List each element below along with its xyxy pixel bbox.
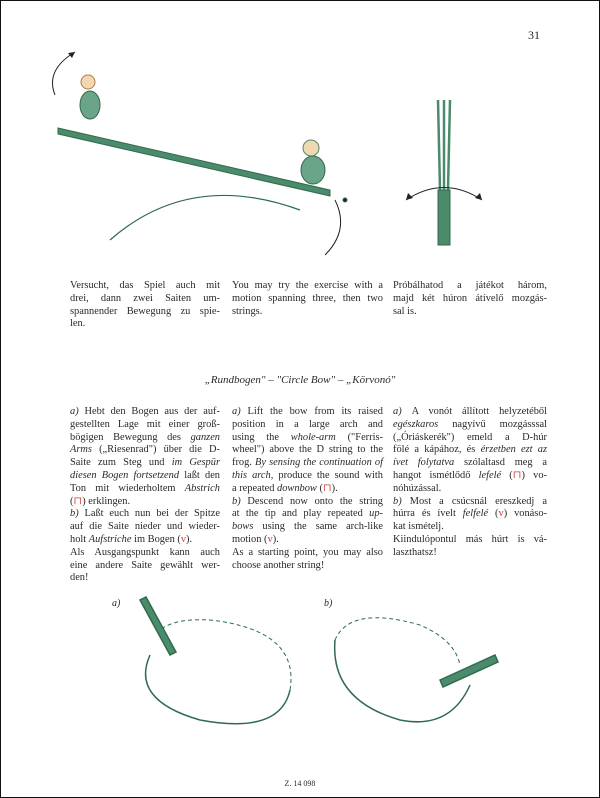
text-segment: downbow (277, 482, 317, 494)
bow-illustration (406, 100, 482, 245)
text-line (393, 406, 547, 419)
text-line (393, 547, 547, 560)
text-segment: Arms (70, 444, 92, 456)
text-line (232, 406, 383, 419)
text-line (232, 293, 383, 306)
text-segment: nóhúzással. (393, 482, 442, 494)
text-segment: As a starting point, you may also (232, 546, 383, 558)
figure-label-b: b) (324, 598, 333, 609)
figure-label-a: a) (112, 598, 121, 609)
text-line (393, 496, 547, 509)
text-segment: lefelé (478, 469, 502, 481)
text-line (70, 560, 220, 573)
text-segment: Lift the bow from its raised (247, 406, 383, 417)
bowing-mark: ⊓ (512, 469, 522, 481)
text-segment: gestellten Lage mit einer groß- (70, 418, 220, 430)
text-segment: ) vo- (521, 469, 547, 481)
text-line (232, 457, 383, 470)
text-segment: majd két húron átívelő mozgás- (393, 292, 547, 304)
text-line (232, 496, 383, 509)
text-line (232, 419, 383, 432)
text-segment: bögigen Bewegung des (70, 431, 191, 443)
arch-line (110, 195, 300, 240)
text-segment: b) (70, 508, 85, 520)
footer-code: Z. 14 098 (284, 779, 316, 788)
page-number: 31 (528, 28, 540, 42)
text-segment: at the tip and play repeated (232, 508, 370, 520)
text-line (232, 534, 383, 547)
text-segment: nagyívű mozgásssal (438, 418, 547, 430)
text-line (70, 534, 220, 547)
text-line (70, 419, 220, 432)
text-segment: diesen Bogen fortsetzend (70, 469, 180, 481)
text-line (393, 419, 547, 432)
text-segment: a) (70, 406, 85, 417)
text-line (232, 547, 383, 560)
text-segment: strings. (232, 305, 263, 317)
text-line (393, 457, 547, 470)
bowing-mark: v (180, 533, 187, 545)
text-segment: a) (232, 406, 248, 417)
text-line (232, 560, 383, 573)
text-line (393, 432, 547, 445)
text-segment: ( (316, 482, 323, 494)
text-segment: Próbálhatod a játékot három, (393, 280, 547, 291)
text-segment: sal is. (393, 305, 417, 317)
text-segment: szólaltasd meg a (454, 457, 547, 469)
circle-bow-figure-b (335, 618, 498, 722)
text-line (393, 306, 547, 319)
section-title: „Rundbogen" – "Circle Bow" – „Körvonó" (204, 374, 396, 386)
text-line (232, 444, 383, 457)
text-line (70, 572, 220, 585)
text-segment: whole-arm (290, 431, 336, 443)
text-segment: up- (369, 508, 383, 520)
text-line (70, 496, 220, 509)
text-segment: im Bogen ( (131, 533, 181, 545)
text-segment: auf die Saite nieder und wieder- (70, 521, 220, 533)
text-line (70, 432, 220, 445)
text-segment: ). (186, 533, 193, 545)
text-segment: ). (331, 482, 338, 494)
text-segment: A vonót állított helyzetéből (411, 406, 547, 417)
text-line (70, 521, 220, 534)
text-line (70, 306, 220, 319)
seesaw-plank (58, 128, 330, 196)
text-segment: using the same arch-like (253, 521, 383, 533)
text-segment: Kiindulópontul más húrt is vá- (393, 533, 547, 545)
text-segment: b) (232, 495, 248, 507)
text-line (232, 483, 383, 496)
text-line (232, 432, 383, 445)
text-segment: motion ( (232, 533, 268, 545)
text-line (70, 444, 220, 457)
text-segment: produce the sound with (273, 469, 383, 481)
text-segment: You may try the exercise with a (232, 280, 383, 291)
text-segment: fölé a kápához, és (393, 444, 481, 456)
text-segment: hangot ismétlődő (393, 469, 479, 481)
text-segment: By sensing the continuation of (255, 457, 383, 469)
text-segment: felfelé (462, 508, 489, 520)
text-line (393, 280, 547, 293)
arc-arrow-bottom (325, 200, 341, 255)
text-segment: drei, dann zwei Saiten um- (70, 292, 220, 304)
text-segment: wheel") above the D string to the (232, 444, 383, 456)
text-segment: Abstrich (184, 482, 220, 494)
text-line (70, 406, 220, 419)
text-segment: den! (70, 572, 89, 584)
text-segment: egészkaros (393, 418, 439, 430)
text-line (393, 293, 547, 306)
text-line (393, 470, 547, 483)
text-segment: Saite zum Steg und (70, 457, 172, 469)
text-segment: Descend now onto the string (247, 495, 383, 507)
text-segment: húrra és ívelt (393, 508, 463, 520)
text-segment: ( (70, 495, 74, 507)
bowing-mark: ⊓ (322, 482, 332, 494)
text-line (232, 470, 383, 483)
text-line (393, 521, 547, 534)
text-segment: motion spanning three, then two (232, 292, 383, 304)
text-line (393, 444, 547, 457)
text-segment: choose another string! (232, 559, 325, 571)
text-line (70, 470, 220, 483)
intro-hungarian (393, 280, 547, 318)
bowing-mark: v (267, 533, 273, 545)
bowing-mark: ⊓ (73, 495, 83, 507)
text-segment: ) erklingen. (82, 495, 131, 507)
body-english (232, 406, 383, 572)
seesaw-illustration (53, 52, 348, 255)
text-segment: Most a csúcsnál ereszkedj a (409, 495, 547, 507)
text-segment: im Gespür (171, 457, 220, 469)
text-segment: („Riesenrad") über die D- (91, 444, 220, 456)
text-segment: laßt den (179, 469, 221, 481)
text-segment: ) vonáso- (503, 508, 547, 520)
text-line (393, 508, 547, 521)
text-line (70, 293, 220, 306)
text-segment: eine andere Saite gewählt wer- (70, 559, 220, 571)
text-segment: ganzen (190, 431, 220, 443)
text-segment: spannender Bewegung zu spie- (70, 305, 220, 317)
text-segment: ( (488, 508, 499, 520)
circle-bow-figure-a (140, 597, 291, 724)
text-segment: this arch, (232, 469, 274, 481)
text-line (70, 547, 220, 560)
text-segment: bows (232, 521, 254, 533)
text-line (393, 483, 547, 496)
text-line (70, 457, 220, 470)
text-segment: len. (70, 318, 86, 330)
text-line (232, 306, 383, 319)
text-segment: Als Ausgangspunkt kann auch (70, 546, 220, 558)
text-segment: Ton mit wiederholtem (70, 482, 185, 494)
text-line (70, 280, 220, 293)
text-line (393, 534, 547, 547)
body-german (70, 406, 220, 585)
text-line (232, 521, 383, 534)
text-line (70, 483, 220, 496)
text-segment: érzetben ezt az (480, 444, 547, 456)
girl-figure (80, 91, 100, 119)
text-segment: Aufstriche (88, 533, 132, 545)
text-segment: Versucht, das Spiel auch mit (70, 280, 220, 291)
text-segment: a) (393, 406, 412, 417)
arc-arrow-top (53, 52, 76, 95)
text-segment: Laßt euch nun bei der Spitze (84, 508, 220, 520)
text-segment: ). (272, 533, 279, 545)
body-hungarian (393, 406, 547, 560)
intro-english (232, 280, 383, 318)
text-segment: a repeated (232, 482, 277, 494)
text-segment: position in a large arch and (232, 418, 383, 430)
text-segment: frog. (232, 457, 256, 469)
text-segment: holt (70, 533, 89, 545)
text-segment: kat ismételj. (393, 521, 444, 533)
intro-german (70, 280, 220, 331)
text-segment: Hebt den Bogen aus der auf- (84, 406, 220, 417)
text-line (70, 318, 220, 331)
text-segment: laszthatsz! (393, 546, 437, 558)
text-segment: ( (501, 469, 513, 481)
text-segment: using the (232, 431, 291, 443)
text-line (232, 508, 383, 521)
boy-figure (301, 156, 325, 184)
text-segment: ("Ferris- (335, 431, 383, 443)
text-line (70, 508, 220, 521)
text-segment: b) (393, 495, 410, 507)
text-line (232, 280, 383, 293)
bowing-mark: v (498, 508, 504, 520)
text-segment: ívet folytatva (393, 457, 455, 469)
text-segment: („Óriáskerék") emeld a D-húr (393, 431, 547, 443)
